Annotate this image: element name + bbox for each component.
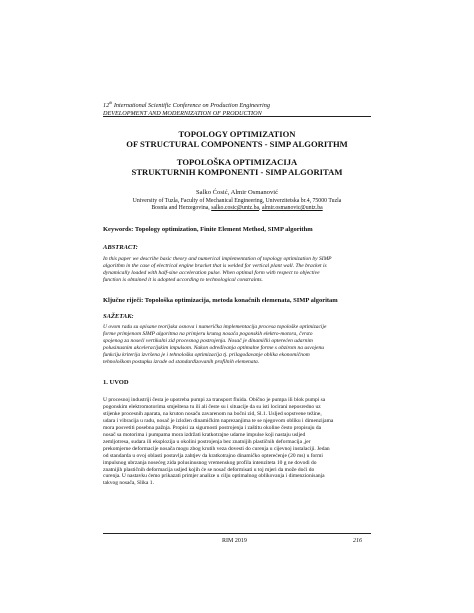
header-rule bbox=[103, 116, 371, 117]
conference-header bbox=[103, 99, 270, 117]
conference-name bbox=[103, 99, 270, 110]
sazetak-heading: SAŽETAK: bbox=[103, 313, 134, 320]
uvod-line: od standarda u ovoj oblasti postavlja zahtjev da kratkotrajno dinamičko opterećenje (20 ms) u formi bbox=[103, 452, 323, 459]
sazetak-line: funkciju kriterija izvršena je i tehnološka optimizacija tj. prilagođavanje oblika ekonomičnom bbox=[103, 351, 310, 358]
page-number: 216 bbox=[353, 538, 362, 544]
uvod-line: takvog nosača, Slika 1. bbox=[103, 480, 154, 487]
affiliation-line-2 bbox=[103, 205, 371, 212]
uvod-text bbox=[103, 397, 371, 487]
email-link-osmanovic[interactable]: almir.osmanovic@untz.ba bbox=[261, 205, 323, 211]
conference-subtitle: DEVELOPMENT AND MODERNIZATION OF PRODUCTION bbox=[103, 109, 262, 117]
title-english-line-1: TOPOLOGY OPTIMIZATION bbox=[178, 129, 296, 139]
title-bosnian bbox=[103, 157, 371, 177]
uvod-line: stijenke procesnih aparata, na kruton nosaču zavarenom na bočni zid, Sl.1. Usljed sopstvene težine, bbox=[103, 410, 322, 417]
abstract-text bbox=[103, 256, 371, 284]
affiliation-line-1: University of Tuzla, Faculty of Mechanical Engineering, Univerzitetska br.4, 75000 Tuzla bbox=[132, 198, 342, 204]
authors: Salko Ćosić, Almir Osmanović bbox=[195, 189, 279, 196]
email-link-cosic[interactable]: salko.cosic@untz.ba bbox=[211, 205, 260, 211]
email-separator: , bbox=[259, 205, 262, 211]
abstract-line: function is obtained it is adopted according to technological constraints. bbox=[103, 276, 263, 283]
title-english-line-2: OF STRUCTURAL COMPONENTS - SIMP ALGORITHM bbox=[126, 139, 348, 149]
title-bosnian-line-2: STRUKTURNIH KOMPONENTI - SIMP ALGORITAM bbox=[131, 167, 343, 177]
sazetak-line: forme primjenom SIMP algoritma na primjeru krutog nosača pogonskih elektro-motora, čvrsto bbox=[103, 330, 313, 337]
conference-ordinal-suffix: th bbox=[109, 100, 113, 105]
title-bosnian-line-1: TOPOLOŠKA OPTIMIZACIJA bbox=[176, 157, 298, 167]
footer-conference: RIM 2019 bbox=[222, 538, 247, 544]
footer-rule bbox=[103, 533, 371, 534]
affiliation bbox=[103, 198, 371, 212]
uvod-line: curenja. U nastavku ćemo prikazati primjer analize u cilju optimalnog oblikovanja i dimenzionisanja bbox=[103, 473, 325, 480]
uvod-line: udara i vibracija u radu, nosač je izložen dinamičkim naprezanjima te se njegovom obliku i dimenzijama bbox=[103, 417, 334, 424]
kljucne-rijeci-line: Ključne riječi: Topološka optimizacija, metoda konačnih elemenata, SIMP algoritam bbox=[103, 297, 338, 304]
conference-number: 12 bbox=[103, 102, 110, 110]
uvod-line: impulsnog ubrzanja nosećeg zida polusinusnog vremenskog profila intenziteta 10 g ne dovodi do bbox=[103, 459, 317, 466]
uvod-line: mora posvetiti posebna pažnja. Propisi za sigurnosti postrojenja i zaštitu okoline često propisuju da bbox=[103, 424, 322, 431]
sazetak-line: polusinusnim akceleracijskim impulsom. Nakon određivanja optimalne forme s obzirom na usvojenu bbox=[103, 344, 324, 351]
uvod-line: nosač sa motorima i pumpama mora izdržati kratkotrajne udarne impulse koji nastaju usljed bbox=[103, 431, 306, 438]
abstract-line: dynamically loaded with half-sine acceleration pulse. When optimal form with respect to objective bbox=[103, 269, 320, 276]
keywords-line: Keywords: Topology optimization, Finite Element Method, SIMP algorithm bbox=[103, 226, 313, 233]
uvod-line: U procesnoj industriji česta je upotreba pumpi za transport fluida. Obično je pumpa ili blok pumpi sa bbox=[103, 397, 326, 403]
sazetak-text bbox=[103, 324, 371, 366]
uvod-line: prekomjerne deformacije nosača mogu zbog krutih veza dovesti do curenja u cijevnoj instalaciji. Jedan bbox=[103, 445, 330, 452]
uvod-line: znatnijih plastičnih deformacija usljed kojih će se nosač deformisati u toj mjeri da može doći do bbox=[103, 466, 315, 473]
uvod-line: pogonskim elektromotorima smještena tu ili ali česte su i situacije da su isti locirani neposredno uz bbox=[103, 403, 321, 410]
abstract-line: algorithm in the case of electrical engine bracket that is welded for vertical plant wall. The bracket is bbox=[103, 262, 327, 269]
title-english bbox=[103, 129, 371, 149]
sazetak-line: U ovom radu su opisane teorijska osnova i numerička implementacija procesa topološke optimizacije bbox=[103, 324, 327, 330]
conference-name-rest: International Scientific Conference on Production Engineering bbox=[112, 102, 270, 110]
abstract-line: In this paper we describe basic theory and numerical implementation of topology optimization by SIMP bbox=[103, 256, 332, 262]
sazetak-line: spojenog za noseći vertikalni zid procesnog postrojenja. Nosač je dinamički opterećen udarnim bbox=[103, 337, 313, 344]
sazetak-line: tehnološkom postupku izrade od standardizovanih profilnih elemenata. bbox=[103, 358, 260, 365]
uvod-heading: 1. UVOD bbox=[103, 379, 129, 386]
uvod-line: zemljotresa, sudara ili eksplozija u okolini postrojenja bez znatnijih plastičnih deformacija ,jer bbox=[103, 438, 311, 445]
affiliation-country: Bosnia and Herzegovina, bbox=[151, 205, 212, 211]
abstract-heading: ABSTRACT: bbox=[103, 244, 138, 251]
